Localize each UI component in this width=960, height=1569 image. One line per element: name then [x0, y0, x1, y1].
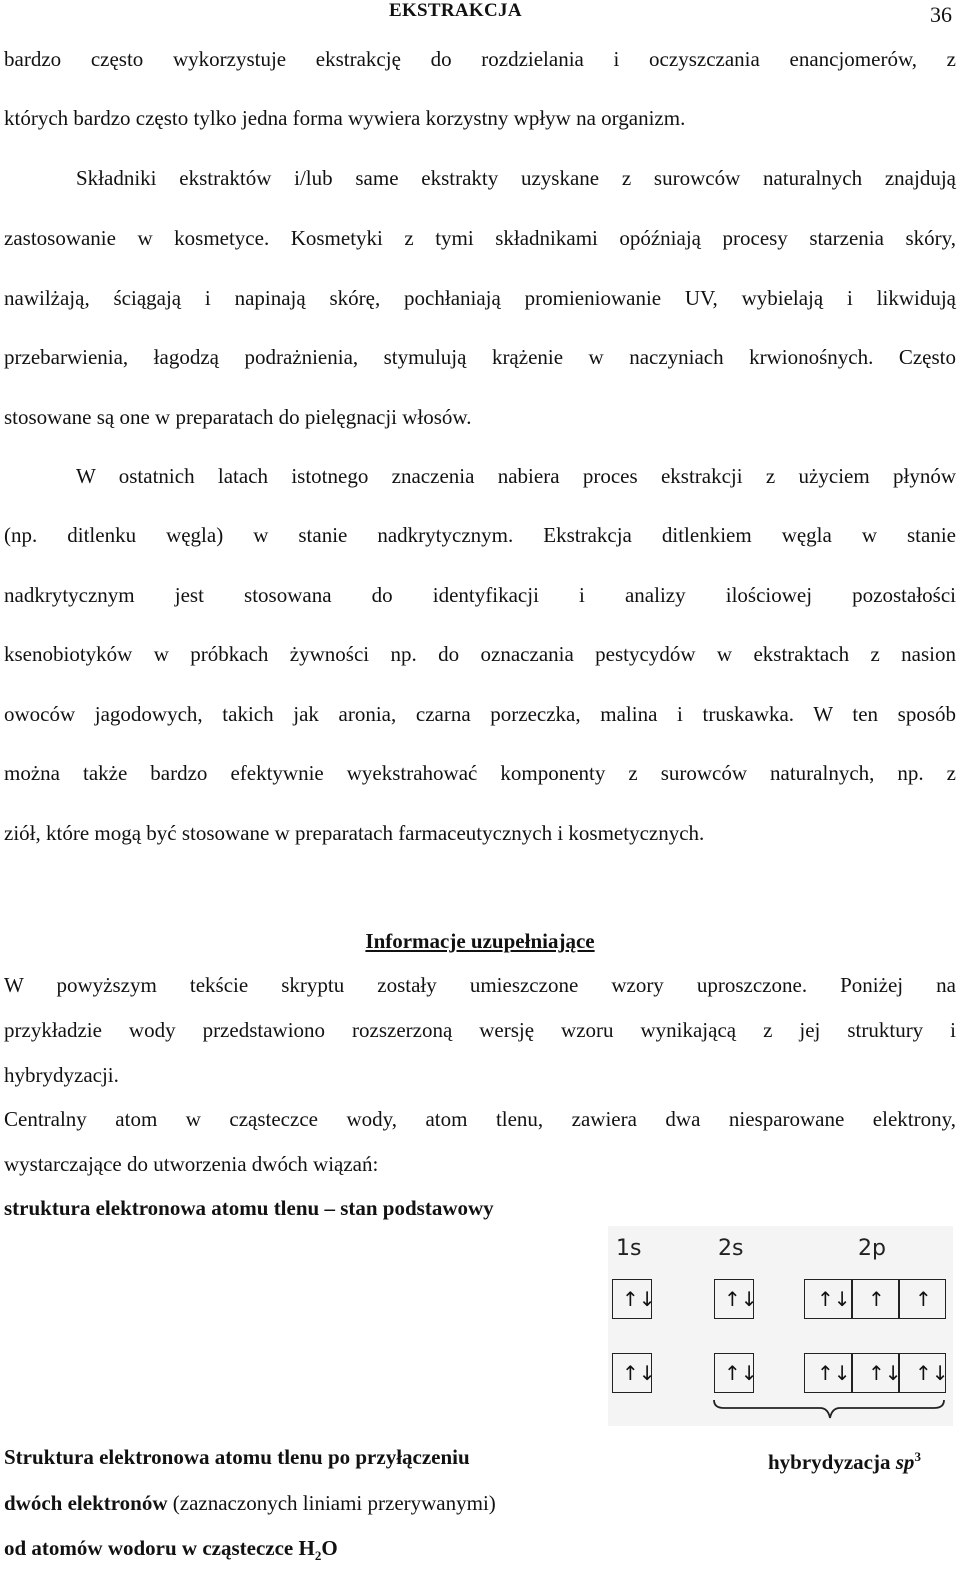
caption-line: Struktura elektronowa atomu tlenu po przyłączeniu: [4, 1445, 470, 1469]
caption-bold-text: dwóch elektronów: [4, 1491, 168, 1515]
electron-arrows: ↑↓: [915, 1361, 949, 1385]
text-line: nadkrytycznym jest stosowana do identyfikacji i analizy ilościowej pozostałości: [4, 583, 956, 607]
orbital-label-2s: 2s: [718, 1236, 744, 1261]
hybridization-type: sp: [895, 1450, 915, 1474]
text-line: zastosowanie w kosmetyce. Kosmetyki z tymi składnikami opóźniają procesy starzenia skóry,: [4, 226, 956, 250]
text-line: bardzo często wykorzystuje ekstrakcję do rozdzielania i oczyszczania enancjomerów, z: [4, 47, 956, 71]
text-line: W ostatnich latach istotnego znaczenia nabiera proces ekstrakcji z użyciem płynów: [76, 464, 956, 488]
ground-state-label: struktura elektronowa atomu tlenu – stan podstawowy: [4, 1196, 494, 1220]
subscript: 2: [314, 1548, 322, 1564]
text-line: hybrydyzacji.: [4, 1063, 119, 1087]
electron-arrows: ↑↓: [817, 1361, 851, 1385]
page-number: 36: [930, 2, 952, 27]
text-line: ziół, które mogą być stosowane w preparatach farmaceutycznych i kosmetycznych.: [4, 821, 705, 845]
text-line: wystarczające do utworzenia dwóch wiązań:: [4, 1152, 379, 1176]
text-line: W powyższym tekście skryptu zostały umieszczone wzory uproszczone. Poniżej na: [4, 973, 956, 997]
caption-line: [4, 1535, 956, 1569]
electron-arrows: ↑↓: [817, 1287, 851, 1311]
electron-arrows: ↑: [915, 1287, 932, 1311]
text-line: których bardzo często tylko jedna forma wywiera korzystny wpływ na organizm.: [4, 106, 686, 130]
caption-normal-text: (zaznaczonych liniami przerywanymi): [167, 1491, 496, 1515]
hybridization-brace: [608, 1226, 953, 1426]
electron-arrows: ↑↓: [622, 1287, 656, 1311]
electron-arrows: ↑↓: [724, 1287, 758, 1311]
orbital-label-1s: 1s: [616, 1236, 642, 1261]
electron-arrows: ↑: [868, 1287, 885, 1311]
text-line: przykładzie wody przedstawiono rozszerzoną wersję wzoru wynikającą z jej struktury i: [4, 1018, 956, 1042]
text-line: Centralny atom w cząsteczce wody, atom tlenu, zawiera dwa niesparowane elektrony,: [4, 1107, 956, 1131]
orbital-label-2p: 2p: [858, 1236, 886, 1261]
hybridization-superscript: 3: [914, 1449, 921, 1464]
caption-text: od atomów wodoru w cząsteczce H: [4, 1536, 315, 1560]
text-line: Składniki ekstraktów i/lub same ekstrakty uzyskane z surowców naturalnych znajdują: [76, 166, 956, 190]
text-line: (np. ditlenku węgla) w stanie nadkrytycznym. Ekstrakcja ditlenkiem węgla w stanie: [4, 523, 956, 547]
electron-arrows: ↑↓: [868, 1361, 902, 1385]
section-heading: Informacje uzupełniające: [365, 929, 595, 953]
caption-text: O: [321, 1536, 338, 1560]
text-line: można także bardzo efektywnie wyekstrahować komponenty z surowców naturalnych, np. z: [4, 761, 956, 785]
electron-arrows: ↑↓: [724, 1361, 758, 1385]
text-line: stosowane są one w preparatach do pielęgnacji włosów.: [4, 405, 472, 429]
text-line: owoców jagodowych, takich jak aronia, czarna porzeczka, malina i truskawka. W ten sposób: [4, 702, 956, 726]
electron-arrows: ↑↓: [622, 1361, 656, 1385]
text-line: nawilżają, ściągają i napinają skórę, pochłaniają promieniowanie UV, wybielają i likwidują: [4, 286, 956, 310]
running-header: EKSTRAKCJA: [389, 0, 522, 21]
hybridization-text: hybrydyzacja: [768, 1450, 896, 1474]
hybridization-label: [768, 1444, 921, 1475]
text-line: ksenobiotyków w próbkach żywności np. do oznaczania pestycydów w ekstraktach z nasion: [4, 642, 956, 666]
orbital-diagram: [608, 1226, 953, 1426]
caption-line: [4, 1490, 956, 1516]
text-line: przebarwienia, łagodzą podrażnienia, stymulują krążenie w naczyniach krwionośnych. Często: [4, 345, 956, 369]
